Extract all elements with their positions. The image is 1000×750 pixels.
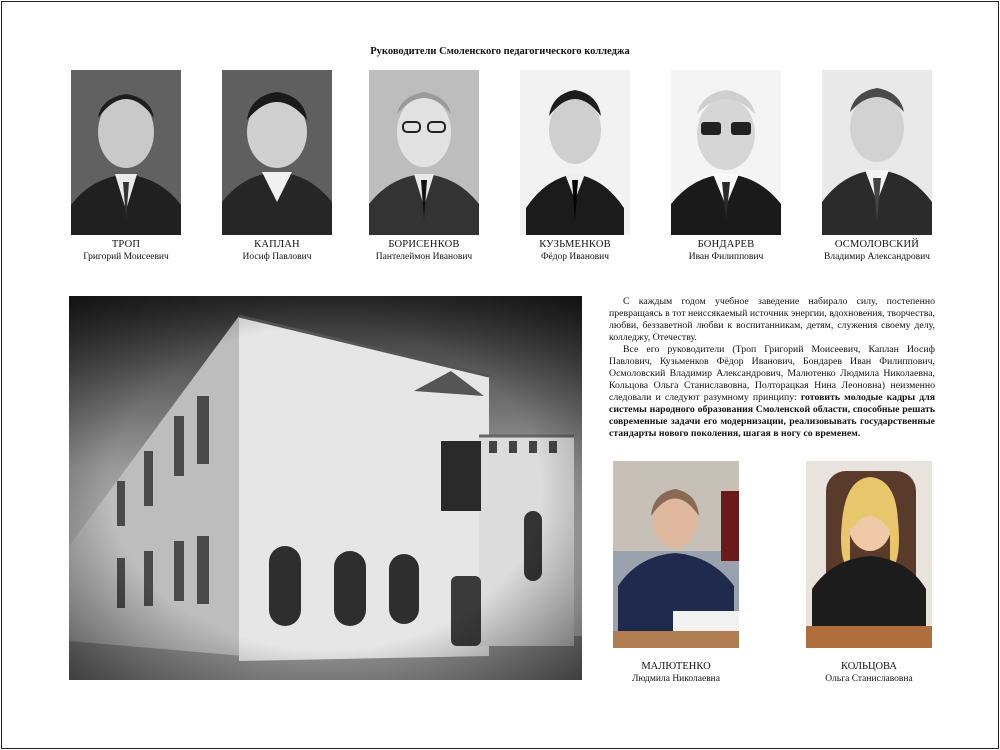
director-given-name: Владимир Александрович (824, 252, 930, 262)
director-surname: ТРОП (111, 239, 141, 250)
leader-caption-2 (779, 661, 959, 685)
history-paragraph-1: С каждым годом учебное заведение набирало силу, постепенно превращаясь в тот неиссякаемый источник энергии, вдохновения, творчества, любви, беззаветной любви к воспитанникам, детям, служения своему делу, колледжу, Отечеству. (609, 296, 935, 343)
leader-photo-1 (613, 461, 739, 648)
principle-statement: готовить молодые кадры для системы народного образования Смоленской области, способные решать современные задачи его модернизации, реализовывать государственные стандарты нового поколения, шагая в ногу со временем. (609, 392, 935, 439)
leader-photo-2 (806, 461, 932, 648)
director-caption-5 (646, 238, 806, 264)
director-given-name: Иван Филиппович (688, 252, 764, 262)
director-given-name: Пантелеймон Иванович (375, 252, 473, 262)
history-text (609, 296, 935, 440)
director-surname: БОРИСЕНКОВ (388, 239, 460, 250)
director-given-name: Иосиф Павлович (242, 252, 312, 262)
leader-caption-1 (586, 661, 766, 685)
director-surname: КАПЛАН (254, 239, 300, 250)
director-given-name: Фёдор Иванович (540, 252, 610, 262)
principle-intro: Все его руководители (Троп Григорий Моисеевич, Каплан Иосиф Павлович, Кузьменков Фёдор Иванович, Бондарев Иван Филиппович, Осмоловский Владимир Александрович, Малютенко Людмила Николаевна, Кольцова Ольга Станиславовна, Полторацкая Нина Леоновна) неизменно следовали и следуют разумному принципу: (609, 344, 935, 403)
director-caption-4 (495, 238, 655, 264)
leader-given-name: Ольга Станиславовна (825, 674, 913, 684)
portrait-photo-6 (822, 70, 932, 235)
portrait-photo-3 (369, 70, 479, 235)
director-caption-6 (797, 238, 957, 264)
director-surname: ОСМОЛОВСКИЙ (834, 239, 920, 250)
director-caption-1 (46, 238, 206, 264)
director-surname: БОНДАРЕВ (697, 239, 755, 250)
history-paragraph-2 (609, 344, 935, 440)
portrait-photo-1 (71, 70, 181, 235)
director-caption-2 (197, 238, 357, 264)
director-surname: КУЗЬМЕНКОВ (539, 239, 611, 250)
director-given-name: Григорий Моисеевич (83, 252, 169, 262)
portrait-photo-2 (222, 70, 332, 235)
page-title: Руководители Смоленского педагогического колледжа (370, 46, 630, 57)
portrait-photo-4 (520, 70, 630, 235)
portrait-photo-5 (671, 70, 781, 235)
director-caption-3 (344, 238, 504, 264)
college-building-photo (69, 296, 582, 680)
leader-surname: МАЛЮТЕНКО (641, 661, 711, 672)
leader-surname: КОЛЬЦОВА (841, 661, 897, 672)
leader-given-name: Людмила Николаевна (632, 674, 720, 684)
